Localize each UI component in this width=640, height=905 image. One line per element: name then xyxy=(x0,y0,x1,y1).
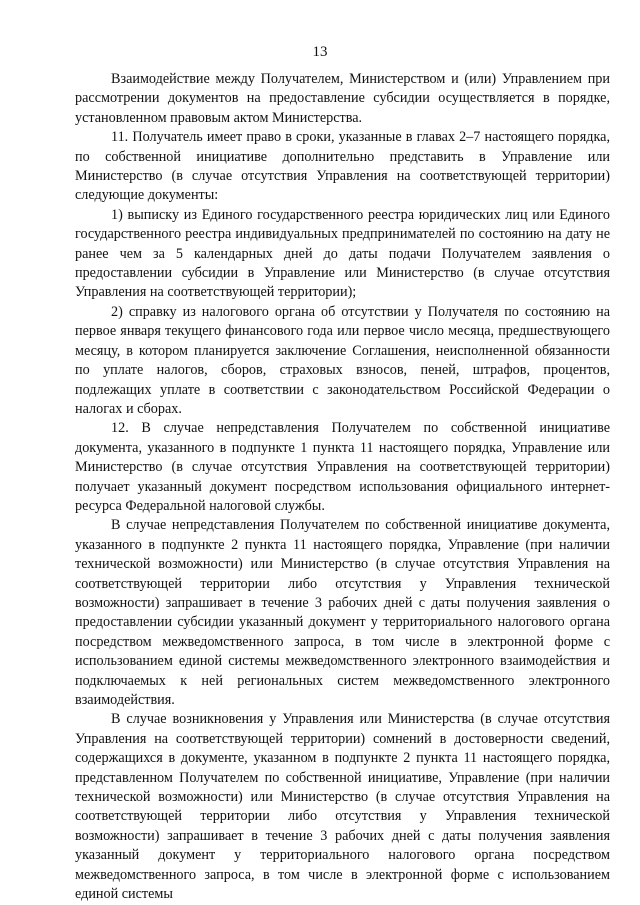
paragraph-intro: Взаимодействие между Получателем, Министерством и (или) Управлением при рассмотрении документов на предоставление субсидии осуществляется в порядке, установленном правовым актом Министерства. xyxy=(75,71,610,126)
paragraph-item-12-doubts: В случае возникновения у Управления или Министерства (в случае отсутствия Управления на соответствующей территории) сомнений в достоверности сведений, содержащихся в документе, указанном в подпункте 2 пункта 11 настоящего порядка, представленном Получателем по собственной инициативе, Управление (при наличии технической возможности) или Министерство (в случае отсутствия Управления на соответствующей территории либо отсутствия у Управления технической возможности) запрашивает в течение 3 рабочих дней с даты получения заявления указанный документ у территориального налогового органа посредством межведомственного запроса, в том числе в электронной форме с использованием единой системы xyxy=(75,711,610,903)
paragraph-subitem-2: 2) справку из налогового органа об отсутствии у Получателя по состоянию на первое января текущего финансового года или первое число месяца, предшествующего месяцу, в котором планируется заключение Соглашения, неисполненной обязанности по уплате налогов, сборов, страховых взносов, пеней, штрафов, процентов, подлежащих уплате в соответствии с законодательством Российской Федерации о налогах и сборах. xyxy=(75,303,610,417)
paragraph-item-12-subitem-2: В случае непредставления Получателем по собственной инициативе документа, указанного в подпункте 2 пункта 11 настоящего порядка, Управление (при наличии технической возможности) или Министерство (в случае отсутствия Управления на соответствующей территории либо отсутствия у Управления технической возможности) запрашивает в течение 3 рабочих дней с даты получения заявления о предоставлении субсидии указанный документ у территориального налогового органа посредством межведомственного запроса, в том числе в электронной форме с использованием единой системы межведомственного электронного взаимодействия и подключаемых к ней региональных систем межведомственного электронного взаимодействия. xyxy=(75,517,610,708)
paragraph-item-11: 11. Получатель имеет право в сроки, указанные в главах 2–7 настоящего порядка, по собственной инициативе дополнительно представить в Управление или Министерство (в случае отсутствия Управления на соответствующей территории) следующие документы: xyxy=(75,129,610,204)
paragraph-item-12: 12. В случае непредставления Получателем по собственной инициативе документа, указанного в подпункте 1 пункта 11 настоящего порядка, Управление или Министерство (в случае отсутствия Управления на соответствующей территории) получает указанный документ посредством использования официального интернет-ресурса Федеральной налоговой службы. xyxy=(75,420,610,514)
paragraph-subitem-1: 1) выписку из Единого государственного реестра юридических лиц или Единого государственного реестра индивидуальных предпринимателей по состоянию на дату не ранее чем за 5 календарных дней до даты подачи Получателем заявления о предоставлении субсидии в Управление или Министерство (в случае отсутствия Управления на соответствующей территории); xyxy=(75,206,610,301)
page-number: 13 xyxy=(312,44,328,60)
document-body xyxy=(75,70,610,904)
